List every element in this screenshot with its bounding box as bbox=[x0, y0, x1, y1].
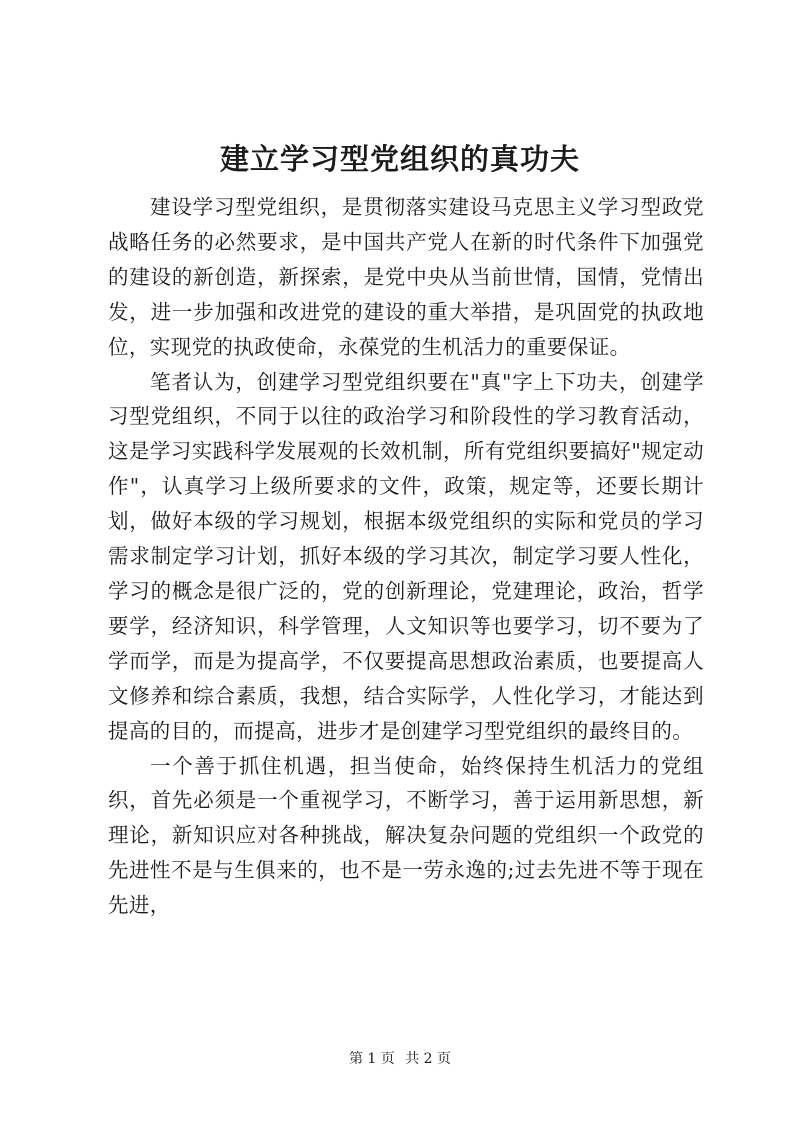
page-title: 建立学习型党组织的真功夫 bbox=[219, 142, 580, 176]
document-body bbox=[108, 190, 704, 923]
page-footer bbox=[0, 1049, 800, 1069]
paragraph-1: 建设学习型党组织，是贯彻落实建设马克思主义学习型政党战略任务的必然要求，是中国共产党人在新的时代条件下加强党的建设的新创造，新探索，是党中央从当前世情，国情，党情出发，进一步加强和改进党的建设的重大举措，是巩固党的执政地位，实现党的执政使命，永葆党的生机活力的重要保证。 bbox=[108, 195, 704, 359]
page-total: 共 2 页 bbox=[405, 1051, 452, 1067]
paragraph-3: 一个善于抓住机遇，担当使命，始终保持生机活力的党组织，首先必须是一个重视学习，不断学习，善于运用新思想，新理论，新知识应对各种挑战，解决复杂问题的党组织一个政党的先进性不是与生俱来的，也不是一劳永逸的;过去先进不等于现在先进， bbox=[108, 753, 704, 918]
paragraph-2: 笔者认为，创建学习型党组织要在"真"字上下功夫，创建学习型党组织，不同于以往的政治学习和阶段性的学习教育活动，这是学习实践科学发展观的长效机制，所有党组织要搞好"规定动作"，认真学习上级所要求的文件，政策，规定等，还要长期计划，做好本级的学习规划，根据本级党组织的实际和党员的学习需求制定学习计划，抓好本级的学习其次，制定学习要人性化，学习的概念是很广泛的，党的创新理论，党建理论，政治，哲学要学，经济知识，科学管理，人文知识等也要学习，切不要为了学而学，而是为提高学，不仅要提高思想政治素质，也要提高人文修养和综合素质，我想，结合实际学，人性化学习，才能达到提高的目的，而提高，进步才是创建学习型党组织的最终目的。 bbox=[108, 369, 704, 743]
page-number: 第 1 页 bbox=[348, 1051, 395, 1067]
